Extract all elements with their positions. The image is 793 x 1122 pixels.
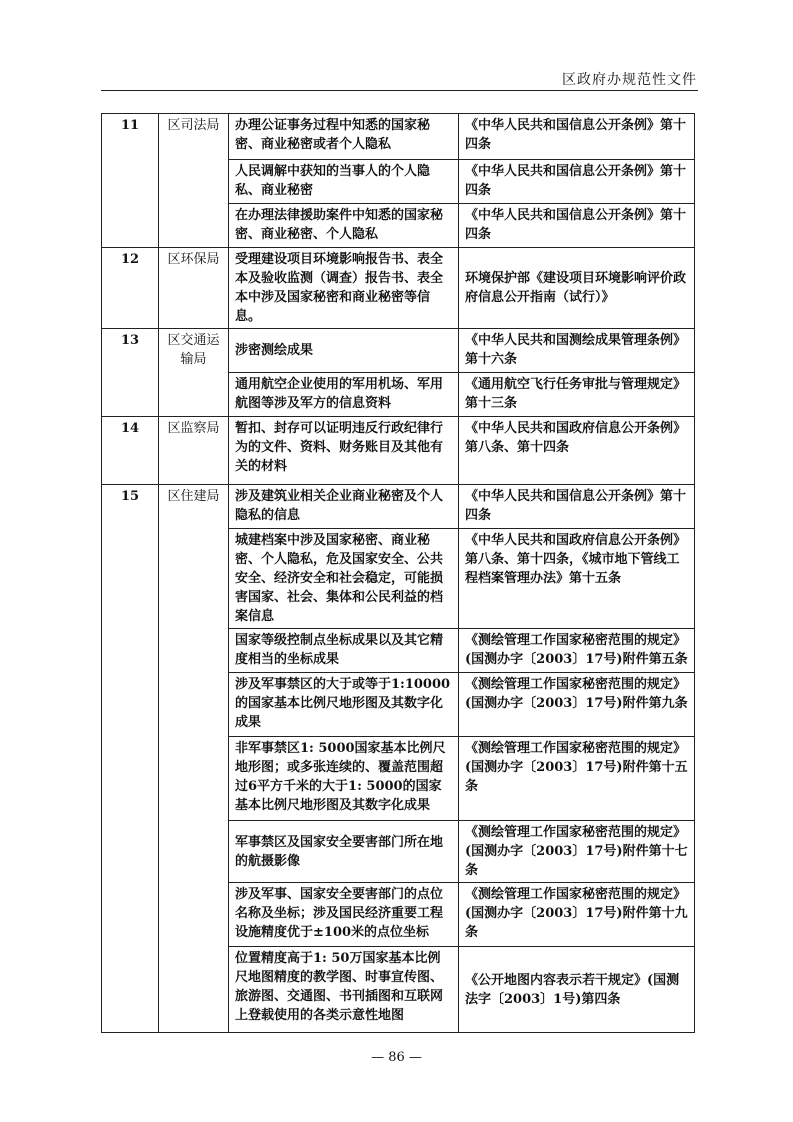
legal-basis: 《中华人民共和国政府信息公开条例》第八条、第十四条 bbox=[459, 417, 695, 485]
header-rule bbox=[101, 90, 698, 91]
info-item: 涉及军事、国家安全要害部门的点位名称及坐标；涉及国民经济重要工程设施精度优于±100米的点位坐标 bbox=[229, 883, 459, 947]
header-title: 区政府办规范性文件 bbox=[562, 72, 697, 88]
department-name: 区监察局 bbox=[159, 417, 229, 485]
table-row bbox=[102, 417, 695, 485]
legal-basis: 《中华人民共和国信息公开条例》第十四条 bbox=[459, 485, 695, 529]
row-number: 14 bbox=[102, 417, 159, 485]
legal-basis: 《中华人民共和国测绘成果管理条例》第十六条 bbox=[459, 329, 695, 373]
info-item: 国家等级控制点坐标成果以及其它精度相当的坐标成果 bbox=[229, 629, 459, 673]
legal-basis: 《测绘管理工作国家秘密范围的规定》(国测办字〔2003〕17号)附件第十五条 bbox=[459, 737, 695, 821]
department-name: 区住建局 bbox=[159, 485, 229, 1033]
department-name: 区交通运输局 bbox=[159, 329, 229, 417]
page-number: — 86 — bbox=[371, 1050, 422, 1065]
legal-basis: 《测绘管理工作国家秘密范围的规定》(国测办字〔2003〕17号)附件第十九条 bbox=[459, 883, 695, 947]
row-number: 11 bbox=[102, 114, 159, 248]
table-row bbox=[102, 329, 695, 373]
legal-basis: 《公开地图内容表示若干规定》(国测法字〔2003〕1号)第四条 bbox=[459, 947, 695, 1033]
legal-basis: 《中华人民共和国信息公开条例》第十四条 bbox=[459, 204, 695, 248]
confidential-info-table bbox=[101, 113, 695, 1033]
legal-basis: 环境保护部《建设项目环境影响评价政府信息公开指南（试行）》 bbox=[459, 248, 695, 329]
info-item: 办理公证事务过程中知悉的国家秘密、商业秘密或者个人隐私 bbox=[229, 114, 459, 160]
legal-basis: 《测绘管理工作国家秘密范围的规定》(国测办字〔2003〕17号)附件第十七条 bbox=[459, 821, 695, 883]
legal-basis: 《测绘管理工作国家秘密范围的规定》(国测办字〔2003〕17号)附件第九条 bbox=[459, 673, 695, 737]
info-item: 非军事禁区1: 5000国家基本比例尺地形图；或多张连续的、覆盖范围超过6平方千米的大于1: 5000的国家基本比例尺地形图及其数字化成果 bbox=[229, 737, 459, 821]
department-name: 区司法局 bbox=[159, 114, 229, 248]
row-number: 15 bbox=[102, 485, 159, 1033]
legal-basis: 《测绘管理工作国家秘密范围的规定》(国测办字〔2003〕17号)附件第五条 bbox=[459, 629, 695, 673]
legal-basis: 《中华人民共和国信息公开条例》第十四条 bbox=[459, 114, 695, 160]
table-row bbox=[102, 248, 695, 329]
table-row bbox=[102, 485, 695, 529]
info-item: 位置精度高于1: 50万国家基本比例尺地图精度的教学图、时事宣传图、旅游图、交通图、书刊插图和互联网上登载使用的各类示意性地图 bbox=[229, 947, 459, 1033]
info-item: 涉及军事禁区的大于或等于1:10000的国家基本比例尺地形图及其数字化成果 bbox=[229, 673, 459, 737]
info-item: 涉及建筑业相关企业商业秘密及个人隐私的信息 bbox=[229, 485, 459, 529]
legal-basis: 《通用航空飞行任务审批与管理规定》第十三条 bbox=[459, 373, 695, 417]
info-item: 涉密测绘成果 bbox=[229, 329, 459, 373]
info-item: 城建档案中涉及国家秘密、商业秘密、个人隐私，危及国家安全、公共安全、经济安全和社会稳定，可能损害国家、社会、集体和公民利益的档案信息 bbox=[229, 529, 459, 629]
legal-basis: 《中华人民共和国信息公开条例》第十四条 bbox=[459, 160, 695, 204]
table-row bbox=[102, 114, 695, 160]
info-item: 通用航空企业使用的军用机场、军用航图等涉及军方的信息资料 bbox=[229, 373, 459, 417]
row-number: 13 bbox=[102, 329, 159, 417]
info-item: 人民调解中获知的当事人的个人隐私、商业秘密 bbox=[229, 160, 459, 204]
info-item: 受理建设项目环境影响报告书、表全本及验收监测（调查）报告书、表全本中涉及国家秘密和商业秘密等信息。 bbox=[229, 248, 459, 329]
info-item: 暂扣、封存可以证明违反行政纪律行为的文件、资料、财务账目及其他有关的材料 bbox=[229, 417, 459, 485]
department-name: 区环保局 bbox=[159, 248, 229, 329]
info-item: 在办理法律援助案件中知悉的国家秘密、商业秘密、个人隐私 bbox=[229, 204, 459, 248]
info-item: 军事禁区及国家安全要害部门所在地的航摄影像 bbox=[229, 821, 459, 883]
legal-basis: 《中华人民共和国政府信息公开条例》第八条、第十四条，《城市地下管线工程档案管理办法》第十五条 bbox=[459, 529, 695, 629]
row-number: 12 bbox=[102, 248, 159, 329]
